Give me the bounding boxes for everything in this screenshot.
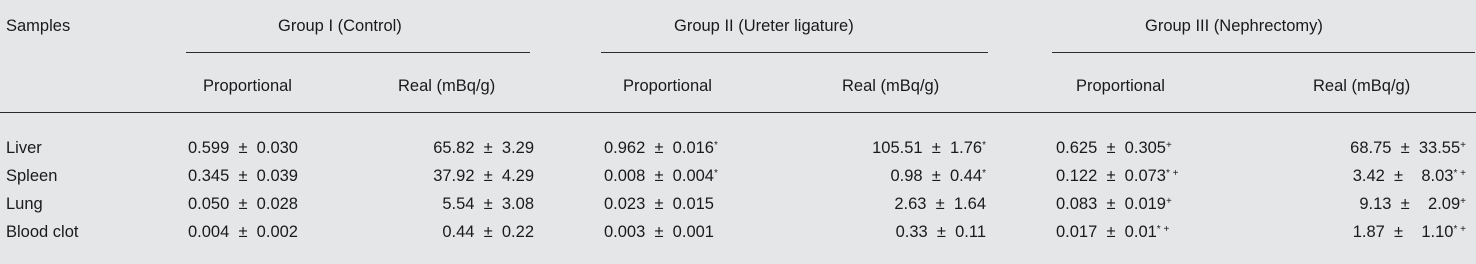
cell-value: 0.008 ± 0.004	[604, 167, 714, 185]
significance-marker: * +	[1165, 168, 1179, 179]
significance-marker: +	[1460, 196, 1466, 207]
table-cell	[604, 138, 718, 158]
subheader-real-1: Real (mBq/g)	[398, 77, 496, 95]
table-cell	[1350, 138, 1466, 158]
cell-value: 0.050 ± 0.028	[188, 195, 298, 213]
table-cell	[188, 166, 298, 186]
group-1-rule	[186, 52, 530, 53]
group-3-header: Group III (Nephrectomy)	[1145, 17, 1323, 35]
significance-marker: *	[713, 140, 718, 151]
cell-value: 68.75 ± 33.55	[1350, 139, 1461, 157]
table-cell	[442, 222, 534, 242]
table-cell	[894, 194, 986, 214]
subheader-proportional-3: Proportional	[1076, 77, 1165, 95]
table-cell	[1056, 166, 1179, 186]
cell-value: 5.54 ± 3.08	[442, 195, 534, 213]
significance-marker: +	[1165, 196, 1172, 207]
table-cell	[604, 222, 714, 242]
cell-value: 0.017 ± 0.01	[1056, 223, 1157, 241]
table-cell	[896, 222, 986, 242]
table-cell	[433, 138, 534, 158]
group-1-header: Group I (Control)	[278, 17, 402, 35]
cell-value: 3.42 ± 8.03	[1352, 167, 1454, 185]
cell-value: 0.003 ± 0.001	[604, 223, 714, 241]
cell-value: 0.625 ± 0.305	[1056, 139, 1166, 157]
table-cell	[433, 166, 534, 186]
cell-value: 105.51 ± 1.76	[872, 139, 983, 157]
group-2-header: Group II (Ureter ligature)	[674, 17, 854, 35]
subheader-proportional-2: Proportional	[623, 77, 712, 95]
table-cell	[1353, 222, 1466, 242]
table-cell	[188, 222, 298, 242]
table-cell	[1056, 194, 1172, 214]
cell-value: 0.98 ± 0.44	[890, 167, 983, 185]
table-cell	[188, 194, 298, 214]
subheader-proportional-1: Proportional	[203, 77, 292, 95]
row-label: Liver	[6, 139, 42, 157]
table-cell	[890, 166, 986, 186]
significance-marker: +	[1165, 140, 1172, 151]
cell-value: 1.87 ± 1.10	[1352, 223, 1454, 241]
significance-marker: *	[713, 168, 718, 179]
cell-value: 37.92 ± 4.29	[433, 167, 534, 185]
table-cell	[1359, 194, 1466, 214]
subheader-real-2: Real (mBq/g)	[842, 77, 940, 95]
significance-marker: * +	[1156, 224, 1170, 235]
cell-value: 65.82 ± 3.29	[433, 139, 534, 157]
table-cell	[604, 166, 718, 186]
subheader-real-3: Real (mBq/g)	[1313, 77, 1411, 95]
significance-marker: * +	[1453, 224, 1466, 235]
cell-value: 0.599 ± 0.030	[188, 139, 298, 157]
row-label: Lung	[6, 195, 43, 213]
group-3-rule	[1052, 52, 1475, 53]
table-cell	[188, 138, 298, 158]
significance-marker: * +	[1453, 168, 1466, 179]
cell-value: 0.962 ± 0.016	[604, 139, 714, 157]
significance-marker: *	[982, 140, 986, 151]
cell-value: 0.345 ± 0.039	[188, 167, 298, 185]
cell-value: 2.63 ± 1.64	[894, 195, 986, 213]
cell-value: 9.13 ± 2.09	[1359, 195, 1461, 213]
cell-value: 0.122 ± 0.073	[1056, 167, 1166, 185]
header-bottom-rule	[0, 112, 1476, 113]
samples-header: Samples	[6, 17, 71, 35]
group-2-rule	[601, 52, 988, 53]
table-cell	[604, 194, 714, 214]
table-cell	[1056, 222, 1169, 242]
row-label: Spleen	[6, 167, 58, 185]
table-cell	[1353, 166, 1466, 186]
cell-value: 0.083 ± 0.019	[1056, 195, 1166, 213]
row-label: Blood clot	[6, 223, 79, 241]
significance-marker: +	[1460, 140, 1466, 151]
table-cell	[442, 194, 534, 214]
cell-value: 0.023 ± 0.015	[604, 195, 714, 213]
table-cell	[872, 138, 986, 158]
cell-value: 0.44 ± 0.22	[442, 223, 534, 241]
cell-value: 0.004 ± 0.002	[188, 223, 298, 241]
cell-value: 0.33 ± 0.11	[895, 223, 986, 241]
table-cell	[1056, 138, 1172, 158]
significance-marker: *	[982, 168, 986, 179]
